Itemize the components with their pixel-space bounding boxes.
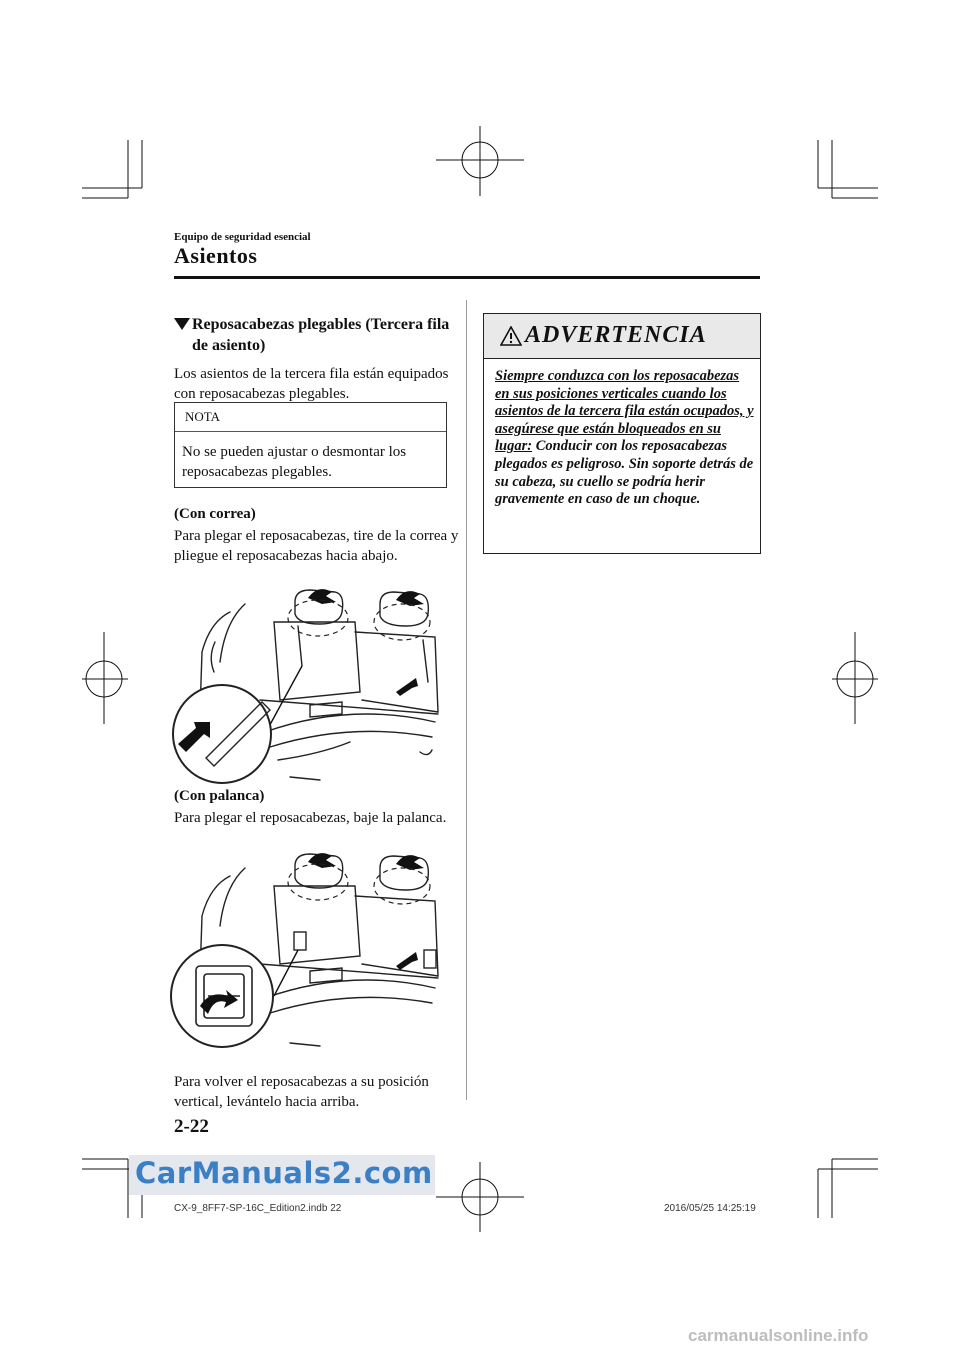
site-watermark: carmanualsonline.info	[688, 1326, 869, 1345]
subsection-heading-text: Reposacabezas plegables (Tercera fila de asiento)	[192, 316, 450, 354]
footer-timestamp: 2016/05/25 14:25:19	[664, 1203, 756, 1214]
note-body: No se pueden ajustar o desmontar los reposacabezas plegables.	[182, 444, 407, 480]
lever-headrest-illustration	[170, 846, 450, 1050]
warning-header	[484, 314, 760, 359]
subsection-heading	[174, 314, 454, 356]
warning-triangle-icon	[500, 326, 522, 346]
column-divider	[466, 300, 467, 1100]
note-title: NOTA	[185, 409, 221, 424]
strap-subheading: (Con correa)	[174, 506, 256, 522]
page-number: 2-22	[174, 1116, 209, 1137]
section-label: Equipo de seguridad esencial	[174, 231, 311, 243]
strap-headrest-illustration	[170, 582, 450, 784]
warning-box	[483, 313, 761, 554]
page-title: Asientos	[174, 243, 258, 268]
note-divider	[175, 431, 446, 432]
warning-underlined-text: Siempre conduzca con los reposacabezas en sus posiciones verticales cuando los asientos de la tercera fila están ocupados, y asegúrese que están bloqueados en su lugar:	[495, 368, 754, 455]
footer-file: CX-9_8FF7-SP-16C_Edition2.indb 22	[174, 1203, 342, 1214]
warning-title: ADVERTENCIA	[525, 322, 707, 348]
warning-body-text: Conducir con los reposacabezas plegados es peligroso. Sin soporte detrás de su cabeza, su cuello se podría herir gravemente en caso de un choque.	[495, 438, 754, 508]
triangle-bullet-icon	[174, 318, 190, 330]
watermark-banner	[129, 1155, 435, 1195]
return-paragraph: Para volver el reposacabezas a su posición vertical, levántelo hacia arriba.	[174, 1074, 429, 1110]
watermark-text: CarManuals2.com	[135, 1156, 433, 1190]
lever-subheading: (Con palanca)	[174, 788, 265, 804]
lever-paragraph: Para plegar el reposacabezas, baje la palanca.	[174, 810, 447, 826]
note-box	[174, 402, 447, 488]
strap-paragraph: Para plegar el reposacabezas, tire de la correa y pliegue el reposacabezas hacia abajo.	[174, 528, 459, 564]
intro-paragraph: Los asientos de la tercera fila están equipados con reposacabezas plegables.	[174, 366, 449, 402]
header-rule	[174, 276, 760, 279]
warning-body	[495, 368, 755, 509]
